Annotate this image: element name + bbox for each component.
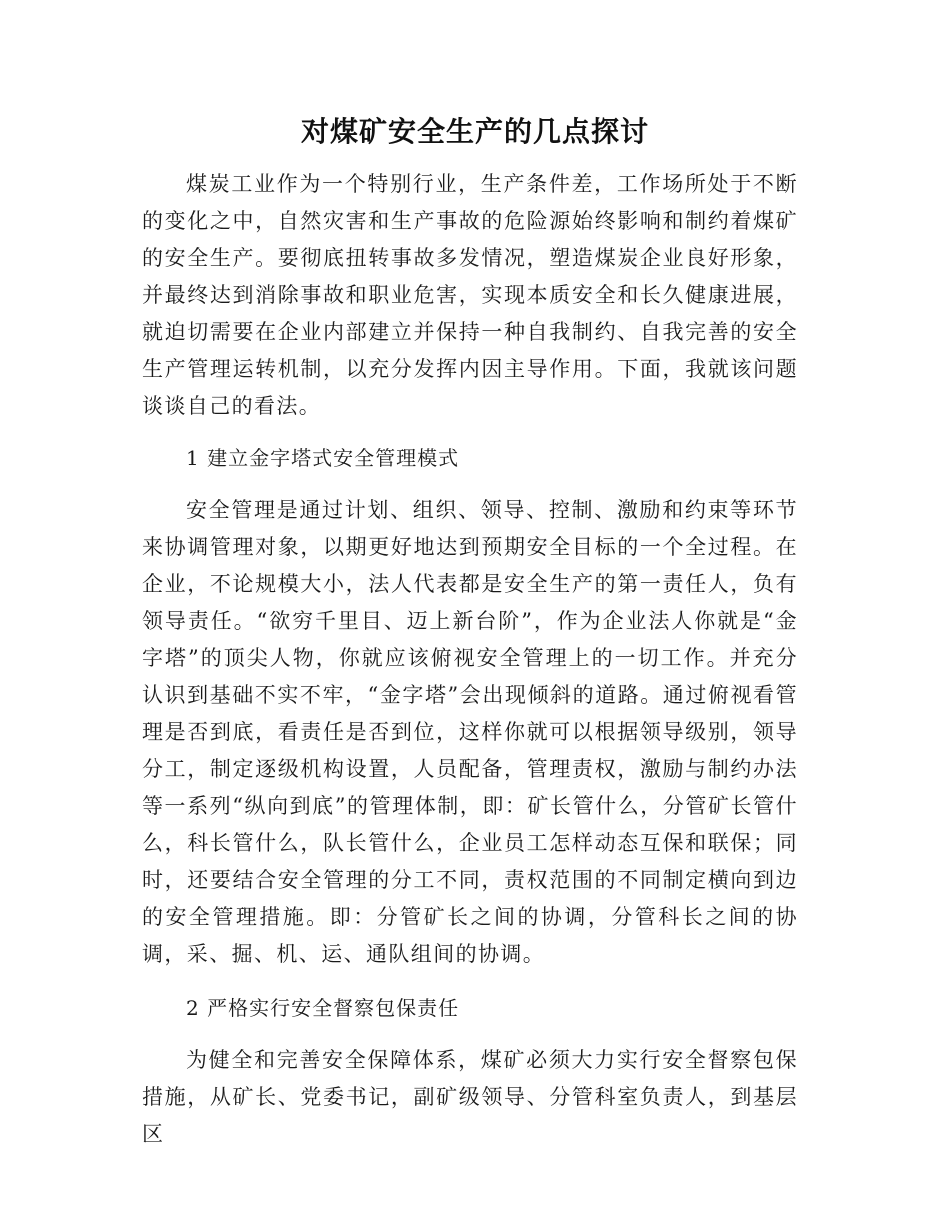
intro-paragraph: 煤炭工业作为一个特别行业，生产条件差，工作场所处于不断的变化之中，自然灾害和生产事故的危险源始终影响和制约着煤矿的安全生产。要彻底扭转事故多发情况，塑造煤炭企业良好形象，并最终达到消除事故和职业危害，实现本质安全和长久健康进展，就迫切需要在企业内部建立并保持一种自我制约、自我完善的安全生产管理运转机制，以充分发挥内因主导作用。下面，我就该问题谈谈自己的看法。 [142, 172, 798, 418]
section-heading-2: 2 严格实行安全督察包保责任 [186, 996, 460, 1020]
section-1-paragraph: 安全管理是通过计划、组织、领导、控制、激励和约束等环节来协调管理对象，以期更好地达到预期安全目标的一个全过程。在企业，不论规模大小，法人代表都是安全生产的第一责任人，负有领导责任。“欲穷千里目、迈上新台阶”，作为企业法人你就是“金字塔”的顶尖人物，你就应该俯视安全管理上的一切工作。并充分认识到基础不实不牢，“金字塔”会出现倾斜的道路。通过俯视看管理是否到底，看责任是否到位，这样你就可以根据领导级别，领导分工，制定逐级机构设置，人员配备，管理责权，激励与制约办法等一系列“纵向到底”的管理体制，即：矿长管什么，分管矿长管什么，科长管什么，队长管什么，企业员工怎样动态互保和联保；同时，还要结合安全管理的分工不同，责权范围的不同制定横向到边的安全管理措施。即：分管矿长之间的协调，分管科长之间的协调，采、掘、机、运、通队组间的协调。 [142, 498, 798, 966]
document-title: 对煤矿安全生产的几点探讨 [300, 115, 649, 148]
section-2-paragraph: 为健全和完善安全保障体系，煤矿必须大力实行安全督察包保措施，从矿长、党委书记，副矿级领导、分管科室负责人，到基层区 [142, 1048, 798, 1146]
section-heading-1: 1 建立金字塔式安全管理模式 [186, 446, 460, 470]
